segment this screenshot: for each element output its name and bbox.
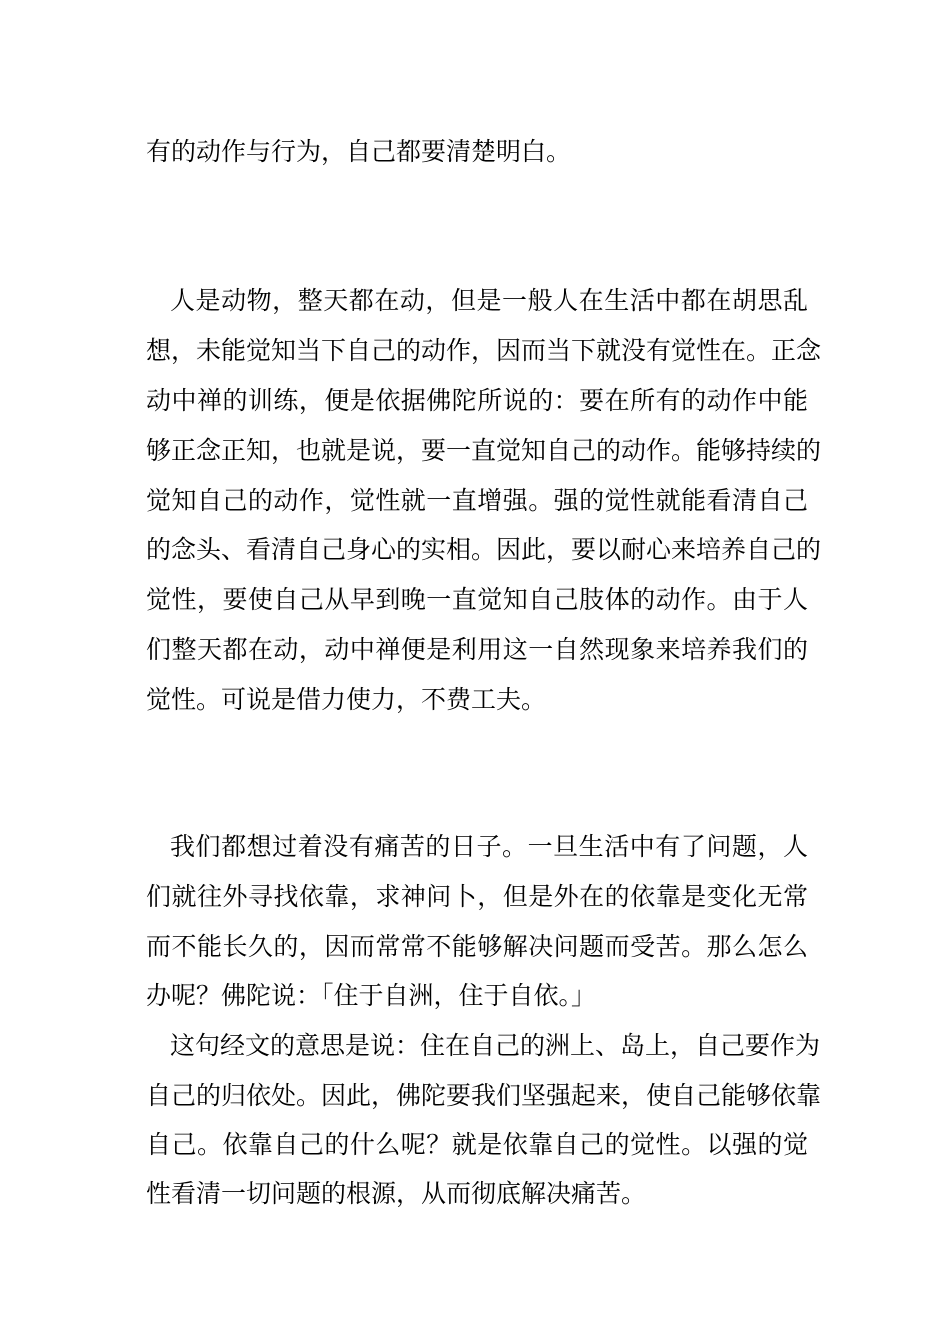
paragraph-2-line-6: 的念头、看清自己身心的实相。因此，要以耐心来培养自己的 xyxy=(146,535,822,564)
paragraph-2-line-7: 觉性，要使自己从早到晚一直觉知自己肢体的动作。由于人 xyxy=(146,585,808,614)
paragraph-3-line-2: 们就往外寻找依靠，求神问卜，但是外在的依靠是变化无常 xyxy=(146,882,808,911)
paragraph-4-line-1: 这句经文的意思是说：住在自己的洲上、岛上，自己要作为 xyxy=(170,1031,821,1060)
paragraph-2-line-5: 觉知自己的动作，觉性就一直增强。强的觉性就能看清自己 xyxy=(146,486,808,515)
paragraph-2-line-4: 够正念正知，也就是说，要一直觉知自己的动作。能够持续的 xyxy=(146,436,822,465)
paragraph-2-line-3: 动中禅的训练，便是依据佛陀所说的：要在所有的动作中能 xyxy=(146,386,808,415)
paragraph-4-line-2: 自己的归依处。因此，佛陀要我们坚强起来，使自己能够依靠 xyxy=(146,1081,822,1110)
paragraph-3-line-1: 我们都想过着没有痛苦的日子。一旦生活中有了问题，人 xyxy=(170,832,808,861)
paragraph-2-line-1: 人是动物，整天都在动，但是一般人在生活中都在胡思乱 xyxy=(170,286,808,315)
paragraph-2-line-8: 们整天都在动，动中禅便是利用这一自然现象来培养我们的 xyxy=(146,635,808,664)
paragraph-4-line-3: 自己。依靠自己的什么呢？就是依靠自己的觉性。以强的觉 xyxy=(146,1130,808,1159)
paragraph-1-line-1: 有的动作与行为，自己都要清楚明白。 xyxy=(146,137,572,166)
paragraph-2-line-9: 觉性。可说是借力使力，不费工夫。 xyxy=(146,685,547,714)
paragraph-3-line-3: 而不能长久的，因而常常不能够解决问题而受苦。那么怎么 xyxy=(146,932,808,961)
paragraph-4-line-4: 性看清一切问题的根源，从而彻底解决痛苦。 xyxy=(146,1179,647,1208)
paragraph-3-line-4: 办呢？佛陀说：「住于自洲，住于自依。」 xyxy=(146,981,597,1010)
paragraph-2-line-2: 想，未能觉知当下自己的动作，因而当下就没有觉性在。正念 xyxy=(146,336,822,365)
